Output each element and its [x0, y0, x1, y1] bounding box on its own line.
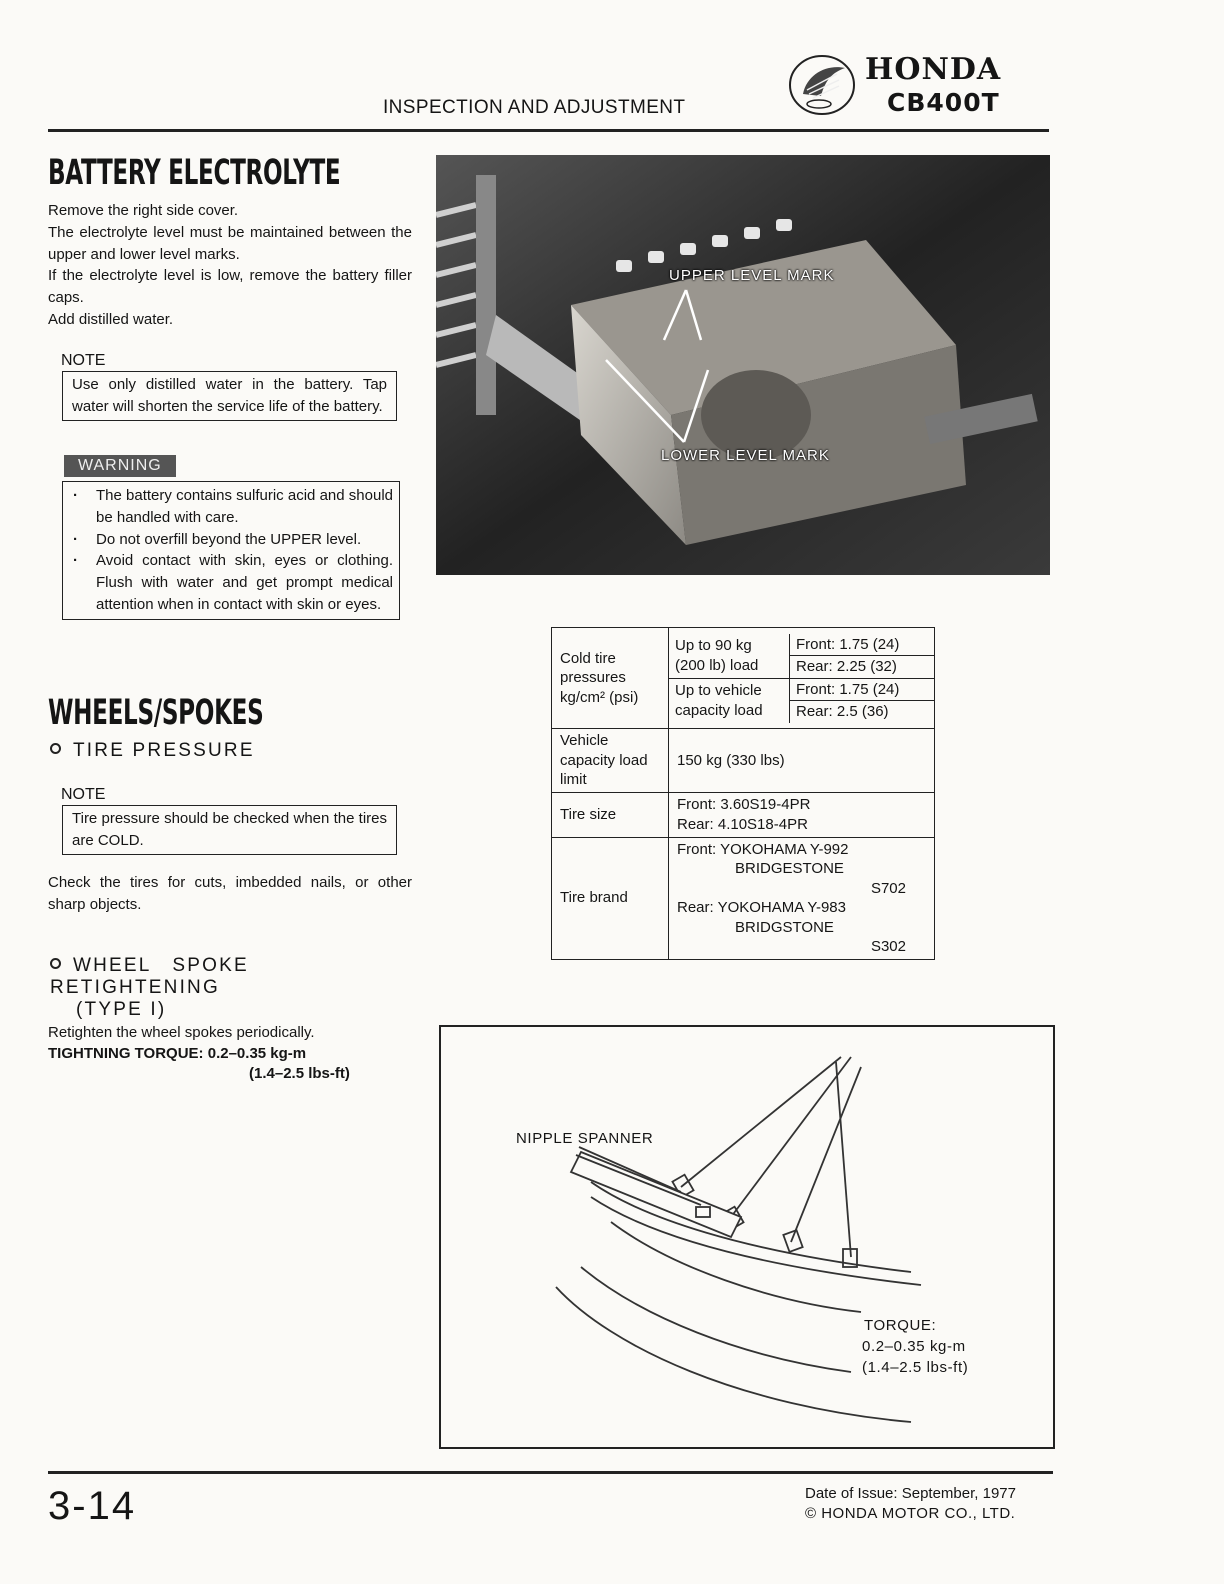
- up90-front: Front: 1.75 (24): [790, 634, 935, 656]
- cell-line: Front: 3.60S19-4PR: [677, 796, 811, 813]
- battery-heading: BATTERY ELECTROLYTE: [48, 153, 341, 193]
- nipple-spanner-label: NIPPLE SPANNER: [516, 1130, 654, 1147]
- pressure-cells: [669, 628, 935, 729]
- torque-value-lbs: (1.4–2.5 lbs-ft): [249, 1065, 350, 1082]
- battery-note-label: NOTE: [61, 352, 106, 369]
- battery-instructions: [48, 200, 412, 331]
- table-row: [669, 634, 934, 656]
- tire-brand-label: Tire brand: [552, 837, 669, 959]
- table-row: [552, 792, 935, 837]
- table-row: [669, 678, 934, 701]
- spoke-heading-line: (TYPE I): [76, 999, 167, 1020]
- issue-date: Date of Issue: September, 1977: [805, 1485, 1016, 1502]
- upcap-label: [669, 678, 790, 723]
- cell-line: capacity load: [675, 701, 763, 719]
- tire-pressure-heading: [50, 740, 255, 762]
- diagram-torque-label: TORQUE:: [864, 1317, 937, 1334]
- tire-size-values: [669, 792, 935, 837]
- table-row: [552, 837, 935, 959]
- cell-line: Rear: 4.10S18-4PR: [677, 815, 808, 833]
- cell-line: pressures: [560, 669, 626, 687]
- instruction-line: If the electrolyte level is low, remove the battery filler caps.: [48, 267, 412, 307]
- table-row: [552, 628, 935, 729]
- spoke-illustration: [441, 1027, 1053, 1447]
- spoke-heading-line: WHEEL SPOKE RETIGHTENING: [50, 955, 249, 998]
- cell-line: BRIDGSTONE: [735, 918, 834, 936]
- cell-line: S702: [870, 879, 906, 897]
- footer-rule: [48, 1471, 1053, 1474]
- cell-line: S302: [870, 938, 906, 955]
- spoke-diagram: [439, 1025, 1055, 1449]
- upper-level-mark-label: UPPER LEVEL MARK: [669, 267, 835, 284]
- tire-check-text: Check the tires for cuts, imbedded nails, or other sharp objects.: [48, 874, 412, 913]
- cell-line: Up to vehicle: [675, 682, 762, 699]
- tire-pressure-title: TIRE PRESSURE: [73, 740, 255, 761]
- warning-item: · Avoid contact with skin, eyes or clothing. Flush with water and get prompt medical attention when in contact with skin or eyes.: [63, 550, 393, 615]
- tire-spec-table: [551, 627, 935, 960]
- honda-wing-logo-icon: [787, 54, 857, 121]
- tire-brand-values: [669, 837, 935, 959]
- instruction-line: Add distilled water.: [48, 310, 174, 328]
- diagram-torque-value-lbs: (1.4–2.5 lbs-ft): [862, 1359, 969, 1376]
- battery-warning-box: [62, 481, 400, 620]
- cell-line: BRIDGESTONE: [735, 860, 844, 877]
- tire-note-label: NOTE: [61, 786, 106, 803]
- cell-line: Front: YOKOHAMA Y-992: [677, 840, 849, 858]
- bullet-icon: [50, 958, 61, 969]
- instruction-line: Remove the right side cover.: [48, 202, 239, 219]
- cold-tire-label: [552, 628, 669, 729]
- lower-level-mark-label: LOWER LEVEL MARK: [661, 447, 830, 464]
- up90-label: [669, 634, 790, 679]
- header-rule: [48, 129, 1049, 132]
- warning-item: · The battery contains sulfuric acid and should be handled with care.: [63, 485, 393, 529]
- bullet-icon: [50, 743, 61, 754]
- battery-photo: [436, 155, 1050, 575]
- brand-name: HONDA: [865, 52, 1002, 87]
- model-name: CB400T: [887, 88, 1000, 117]
- cell-line: Up to 90 kg: [675, 637, 752, 654]
- cell-line: Rear: YOKOHAMA Y-983: [677, 899, 846, 916]
- cell-line: (200 lb) load: [675, 656, 759, 674]
- instruction-line: The electrolyte level must be maintained between the upper and lower level marks.: [48, 223, 412, 263]
- upcap-rear: Rear: 2.5 (36): [790, 701, 935, 723]
- warning-item: · Do not overfill beyond the UPPER level.: [63, 529, 393, 551]
- page-number: 3-14: [48, 1484, 137, 1528]
- cell-line: limit: [560, 771, 587, 788]
- battery-note-box: Use only distilled water in the battery. Tap water will shorten the service life of the battery.: [62, 371, 397, 421]
- up90-rear: Rear: 2.25 (32): [790, 656, 935, 679]
- table-row: [552, 729, 935, 793]
- section-title: INSPECTION AND ADJUSTMENT: [383, 97, 686, 118]
- cell-line: capacity load: [560, 751, 648, 769]
- vcl-value: 150 kg (330 lbs): [669, 729, 935, 793]
- cell-line: kg/cm² (psi): [560, 688, 639, 706]
- battery-warning-label: WARNING: [64, 455, 176, 477]
- diagram-torque-value: 0.2–0.35 kg-m: [862, 1338, 966, 1355]
- torque-spec: [48, 1043, 306, 1065]
- copyright: © HONDA MOTOR CO., LTD.: [805, 1505, 1016, 1522]
- torque-value: 0.2–0.35 kg-m: [207, 1045, 307, 1062]
- wheels-heading: WHEELS/SPOKES: [48, 693, 264, 733]
- torque-label: TIGHTNING TORQUE:: [48, 1045, 204, 1062]
- tire-size-label: Tire size: [552, 792, 669, 837]
- cell-line: Vehicle: [560, 732, 609, 749]
- cell-line: Cold tire: [560, 649, 616, 667]
- pressure-subtable: [669, 634, 934, 723]
- spoke-heading: [50, 955, 414, 1021]
- upcap-front: Front: 1.75 (24): [790, 678, 935, 701]
- vcl-label: [552, 729, 669, 793]
- tire-note-box: Tire pressure should be checked when the tires are COLD.: [62, 805, 397, 855]
- retighten-text: Retighten the wheel spokes periodically.: [48, 1024, 315, 1041]
